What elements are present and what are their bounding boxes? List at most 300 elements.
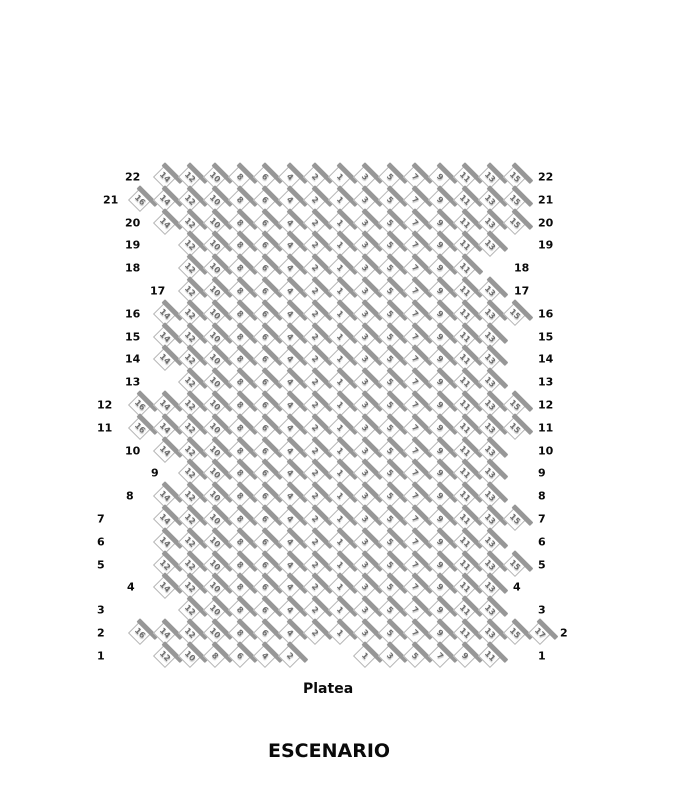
seat-number: 16 [132, 192, 148, 207]
seat-number: 13 [482, 283, 498, 299]
seat-number: 7 [409, 285, 421, 297]
row-10-label-right: 10 [538, 444, 554, 458]
seat[interactable] [528, 621, 552, 645]
seat-number: 15 [507, 557, 523, 572]
seat-number: 14 [157, 329, 173, 344]
seat-number: 5 [384, 445, 396, 456]
seat-number: 11 [457, 238, 473, 253]
row-9-label-right: 9 [538, 466, 546, 480]
seat-number: 14 [157, 534, 173, 549]
seat-number: 1 [334, 171, 346, 183]
seat-number: 11 [457, 534, 473, 549]
seat-number: 4 [284, 422, 296, 433]
seat-number: 5 [384, 240, 396, 251]
seat-number: 4 [284, 513, 296, 525]
seat-number: 12 [182, 375, 198, 390]
seat-number: 6 [259, 171, 271, 183]
seat-number: 4 [284, 468, 296, 479]
seat-number: 3 [359, 582, 371, 593]
seat-number: 1 [334, 308, 346, 319]
row-21-label-right: 21 [538, 193, 554, 207]
seat-number: 1 [334, 240, 346, 251]
seat-number: 8 [234, 627, 246, 639]
seat-number: 14 [157, 215, 173, 230]
seat[interactable] [503, 302, 527, 326]
row-7-label-right: 7 [538, 512, 546, 526]
row-8-label-left: 8 [126, 489, 134, 503]
seat[interactable] [378, 644, 402, 668]
seat-number: 12 [182, 283, 198, 299]
seat-number: 12 [182, 238, 198, 253]
seat-number: 13 [482, 352, 498, 367]
seat-number: 15 [507, 511, 523, 527]
seat[interactable] [153, 575, 177, 599]
seat-number: 3 [359, 217, 371, 228]
row-17-label-right: 17 [514, 284, 530, 298]
row-5-label-left: 5 [97, 558, 105, 572]
seat-number: 10 [207, 625, 223, 641]
seat[interactable] [253, 644, 277, 668]
seat-number: 2 [309, 217, 321, 228]
seat-number: 8 [234, 513, 246, 525]
seat-number: 4 [284, 171, 296, 183]
seat[interactable] [153, 644, 177, 668]
seat-number: 10 [207, 215, 223, 230]
seat-number: 1 [334, 627, 346, 639]
seat-number: 10 [207, 420, 223, 435]
seat-number: 8 [234, 331, 246, 342]
seat-number: 8 [234, 308, 246, 319]
seat-number: 3 [359, 536, 371, 547]
seat-number: 9 [434, 422, 446, 433]
seat-number: 5 [384, 513, 396, 525]
seat-number: 11 [457, 352, 473, 367]
seat[interactable] [453, 644, 477, 668]
seat-number: 7 [409, 468, 421, 479]
seat-number: 12 [182, 603, 198, 618]
seat-number: 5 [384, 399, 396, 411]
seat-number: 4 [284, 491, 296, 502]
seat-number: 15 [507, 215, 523, 230]
seat-number: 4 [284, 308, 296, 319]
seat-number: 5 [384, 491, 396, 502]
row-18-label-left: 18 [125, 261, 141, 275]
seat-number: 2 [309, 422, 321, 433]
seat[interactable] [503, 416, 527, 440]
seat-number: 6 [259, 263, 271, 274]
row-14-label-right: 14 [538, 352, 554, 366]
row-12-label-left: 12 [97, 398, 113, 412]
seat-number: 3 [359, 377, 371, 388]
seat[interactable] [328, 621, 352, 645]
seat-number: 11 [457, 329, 473, 344]
seat-number: 16 [132, 397, 148, 413]
seat-number: 6 [259, 491, 271, 502]
seat-number: 11 [457, 397, 473, 413]
platea-section-label: Platea [303, 681, 354, 697]
row-17-label-left: 17 [150, 284, 166, 298]
seat-number: 9 [434, 491, 446, 502]
seat-number: 10 [207, 511, 223, 527]
seat-number: 1 [334, 582, 346, 593]
seat-number: 5 [384, 559, 396, 570]
seat[interactable] [403, 644, 427, 668]
seat-number: 11 [457, 443, 473, 458]
seat-number: 6 [259, 194, 271, 205]
seat-number: 13 [482, 557, 498, 572]
seat-number: 4 [284, 285, 296, 297]
row-19-label-right: 19 [538, 238, 554, 252]
seat-number: 15 [507, 306, 523, 321]
row-14-label-left: 14 [125, 352, 141, 366]
seat-number: 1 [334, 285, 346, 297]
seat-number: 7 [409, 354, 421, 365]
seat-number: 13 [482, 329, 498, 344]
row-15-label-left: 15 [125, 330, 141, 344]
seat-number: 3 [359, 513, 371, 525]
seat-number: 3 [359, 354, 371, 365]
seat[interactable] [278, 644, 302, 668]
seat-number: 2 [309, 194, 321, 205]
seat-number: 12 [182, 625, 198, 641]
seat[interactable] [153, 439, 177, 463]
seat-number: 14 [157, 397, 173, 413]
seat-number: 11 [457, 261, 473, 276]
seat-number: 12 [182, 466, 198, 481]
row-2-label-right: 2 [560, 626, 568, 640]
seat-number: 6 [259, 285, 271, 297]
seat[interactable] [503, 507, 527, 531]
seat-number: 11 [457, 306, 473, 321]
row-22-label-left: 22 [125, 170, 141, 184]
seat-number: 2 [284, 650, 296, 661]
seat-number: 6 [259, 422, 271, 433]
seat-number: 9 [459, 650, 471, 661]
seat-number: 12 [182, 261, 198, 276]
seat-number: 10 [207, 466, 223, 481]
seat-number: 11 [457, 283, 473, 299]
seat-number: 16 [132, 625, 148, 641]
seat-number: 6 [259, 240, 271, 251]
row-16-label-right: 16 [538, 307, 554, 321]
row-12-label-right: 12 [538, 398, 554, 412]
seat-number: 2 [309, 605, 321, 616]
seat-number: 10 [207, 169, 223, 185]
seat-number: 8 [234, 582, 246, 593]
seat-number: 8 [234, 194, 246, 205]
seat-number: 10 [207, 261, 223, 276]
seat-number: 12 [182, 534, 198, 549]
seat-number: 4 [284, 240, 296, 251]
seat-number: 14 [157, 169, 173, 185]
row-4-label-left: 4 [127, 580, 135, 594]
seat-number: 2 [309, 627, 321, 639]
seat[interactable] [153, 347, 177, 371]
seat-number: 5 [384, 308, 396, 319]
seat-number: 6 [259, 513, 271, 525]
seat-number: 2 [309, 468, 321, 479]
seat-number: 9 [434, 399, 446, 411]
row-13-label-left: 13 [125, 375, 141, 389]
seat[interactable] [128, 416, 152, 440]
row-9-label-left: 9 [151, 466, 159, 480]
seat-number: 5 [384, 582, 396, 593]
seat[interactable] [128, 188, 152, 212]
seat-number: 3 [359, 399, 371, 411]
seat-number: 10 [207, 603, 223, 618]
row-18-label-right: 18 [514, 261, 530, 275]
row-2-label-left: 2 [97, 626, 105, 640]
seat-number: 7 [409, 194, 421, 205]
seat-number: 9 [434, 445, 446, 456]
seat-number: 9 [434, 582, 446, 593]
seat-number: 8 [234, 171, 246, 183]
seat-number: 10 [207, 557, 223, 572]
seat-number: 17 [532, 625, 548, 641]
seat[interactable] [478, 644, 502, 668]
seat[interactable] [128, 621, 152, 645]
seat-number: 12 [182, 329, 198, 344]
seat-number: 8 [234, 468, 246, 479]
seat-number: 6 [259, 377, 271, 388]
seat-number: 5 [384, 217, 396, 228]
seat-number: 9 [434, 285, 446, 297]
seat-number: 10 [207, 238, 223, 253]
seat-number: 13 [482, 169, 498, 185]
seat-number: 10 [207, 580, 223, 595]
row-3-label-left: 3 [97, 603, 105, 617]
seat-number: 9 [434, 468, 446, 479]
seat-number: 6 [259, 399, 271, 411]
seat-number: 2 [309, 354, 321, 365]
seat-number: 10 [207, 534, 223, 549]
seat-number: 4 [284, 331, 296, 342]
seat-number: 14 [157, 580, 173, 595]
seat-number: 13 [482, 443, 498, 458]
seat-number: 12 [182, 420, 198, 435]
seat-number: 4 [284, 194, 296, 205]
seat-number: 13 [482, 375, 498, 390]
seat-number: 4 [284, 263, 296, 274]
seat-number: 7 [409, 217, 421, 228]
seat-number: 1 [334, 194, 346, 205]
seat-number: 10 [207, 397, 223, 413]
seat-number: 10 [207, 375, 223, 390]
seat-number: 8 [234, 377, 246, 388]
seat-number: 2 [309, 331, 321, 342]
seat-number: 12 [182, 215, 198, 230]
seat-number: 5 [384, 354, 396, 365]
seat-number: 2 [309, 377, 321, 388]
seat-number: 2 [309, 399, 321, 411]
seat-number: 7 [409, 536, 421, 547]
row-1-label-left: 1 [97, 649, 105, 663]
seat[interactable] [503, 211, 527, 235]
seat-number: 3 [359, 491, 371, 502]
seat-number: 2 [309, 263, 321, 274]
seat-number: 13 [482, 192, 498, 207]
seat-number: 2 [309, 240, 321, 251]
seat-number: 11 [457, 625, 473, 641]
seat-number: 10 [207, 352, 223, 367]
seat-number: 9 [434, 536, 446, 547]
seat-number: 8 [234, 240, 246, 251]
seat-number: 5 [384, 605, 396, 616]
seat-number: 7 [409, 513, 421, 525]
seat-number: 15 [507, 397, 523, 413]
seat-number: 8 [234, 422, 246, 433]
seat-number: 4 [284, 377, 296, 388]
seat-number: 11 [482, 648, 498, 663]
seat-number: 14 [157, 306, 173, 321]
row-20-label-right: 20 [538, 216, 554, 230]
seat-number: 4 [284, 582, 296, 593]
seat[interactable] [303, 621, 327, 645]
seat-number: 10 [207, 329, 223, 344]
seat-number: 1 [359, 650, 371, 661]
seat[interactable] [353, 644, 377, 668]
seat[interactable] [228, 644, 252, 668]
seat-number: 5 [384, 468, 396, 479]
seat-number: 8 [234, 445, 246, 456]
seat-number: 7 [409, 605, 421, 616]
seat-number: 7 [409, 627, 421, 639]
seat-number: 5 [384, 627, 396, 639]
seat-number: 10 [182, 648, 198, 663]
seat-number: 2 [309, 582, 321, 593]
seat-number: 9 [434, 194, 446, 205]
seat-number: 7 [409, 240, 421, 251]
seat-number: 3 [359, 285, 371, 297]
seat-number: 1 [334, 513, 346, 525]
seat-number: 11 [457, 466, 473, 481]
seat-number: 13 [482, 489, 498, 504]
seat-number: 8 [234, 285, 246, 297]
seat[interactable] [203, 644, 227, 668]
seat-number: 6 [259, 445, 271, 456]
seat-number: 1 [334, 399, 346, 411]
seat-number: 11 [457, 420, 473, 435]
seat-number: 9 [434, 240, 446, 251]
row-20-label-left: 20 [125, 216, 141, 230]
seat-number: 8 [234, 605, 246, 616]
seat-number: 1 [334, 468, 346, 479]
seat-number: 8 [234, 217, 246, 228]
seat-number: 9 [434, 263, 446, 274]
seat-number: 7 [409, 331, 421, 342]
seat[interactable] [178, 644, 202, 668]
seat-number: 15 [507, 169, 523, 185]
seat-number: 1 [334, 263, 346, 274]
seat-number: 2 [309, 445, 321, 456]
seat-number: 12 [182, 511, 198, 527]
seat[interactable] [428, 644, 452, 668]
seat-number: 5 [384, 194, 396, 205]
seat-number: 6 [259, 559, 271, 570]
seat-number: 7 [409, 377, 421, 388]
seat-number: 3 [384, 650, 396, 661]
seat-number: 4 [284, 445, 296, 456]
seat-number: 3 [359, 331, 371, 342]
seat-number: 12 [182, 489, 198, 504]
seat-number: 14 [157, 489, 173, 504]
seat-number: 9 [434, 217, 446, 228]
seat-number: 11 [457, 603, 473, 618]
seat-number: 9 [434, 605, 446, 616]
seat-number: 6 [259, 627, 271, 639]
seat-number: 3 [359, 559, 371, 570]
seat-number: 12 [182, 397, 198, 413]
seat-number: 2 [309, 513, 321, 525]
seat-number: 7 [409, 582, 421, 593]
seat-number: 1 [334, 559, 346, 570]
row-16-label-left: 16 [125, 307, 141, 321]
seat-number: 6 [234, 650, 246, 661]
seat-number: 12 [182, 306, 198, 321]
seat-number: 1 [334, 331, 346, 342]
seat[interactable] [478, 233, 502, 257]
seat-number: 8 [234, 399, 246, 411]
row-21-label-left: 21 [103, 193, 119, 207]
seat-number: 12 [182, 443, 198, 458]
seat-number: 3 [359, 445, 371, 456]
row-10-label-left: 10 [125, 444, 141, 458]
row-6-label-left: 6 [97, 535, 105, 549]
seat[interactable] [503, 553, 527, 577]
seat-number: 13 [482, 511, 498, 527]
seat-number: 14 [157, 443, 173, 458]
seat-number: 7 [409, 171, 421, 183]
seat-number: 2 [309, 559, 321, 570]
seat-number: 5 [384, 377, 396, 388]
seat-number: 1 [334, 605, 346, 616]
seat-number: 2 [309, 308, 321, 319]
seat-number: 13 [482, 306, 498, 321]
seat-number: 15 [507, 625, 523, 641]
seat[interactable] [153, 211, 177, 235]
seat-number: 8 [234, 263, 246, 274]
seat-number: 3 [359, 605, 371, 616]
seat-number: 12 [157, 557, 173, 572]
seat-number: 15 [507, 420, 523, 435]
seat-number: 7 [434, 650, 446, 661]
seat-number: 13 [482, 603, 498, 618]
seat-number: 13 [482, 534, 498, 549]
seat-number: 10 [207, 283, 223, 299]
seat-number: 11 [457, 580, 473, 595]
seat-number: 3 [359, 263, 371, 274]
seat-number: 4 [284, 354, 296, 365]
row-8-label-right: 8 [538, 489, 546, 503]
seat-number: 4 [284, 536, 296, 547]
row-13-label-right: 13 [538, 375, 554, 389]
seat-number: 3 [359, 422, 371, 433]
seat-number: 5 [384, 263, 396, 274]
seat-number: 7 [409, 491, 421, 502]
seat-number: 5 [409, 650, 421, 661]
seat-number: 4 [259, 650, 271, 661]
seat-number: 11 [457, 489, 473, 504]
seat-number: 1 [334, 536, 346, 547]
seat-number: 15 [507, 192, 523, 207]
row-11-label-left: 11 [97, 421, 113, 435]
seat-number: 7 [409, 422, 421, 433]
seat-number: 7 [409, 559, 421, 570]
seat-number: 11 [457, 557, 473, 572]
seat[interactable] [503, 621, 527, 645]
seat-number: 14 [157, 192, 173, 207]
seat-number: 6 [259, 331, 271, 342]
